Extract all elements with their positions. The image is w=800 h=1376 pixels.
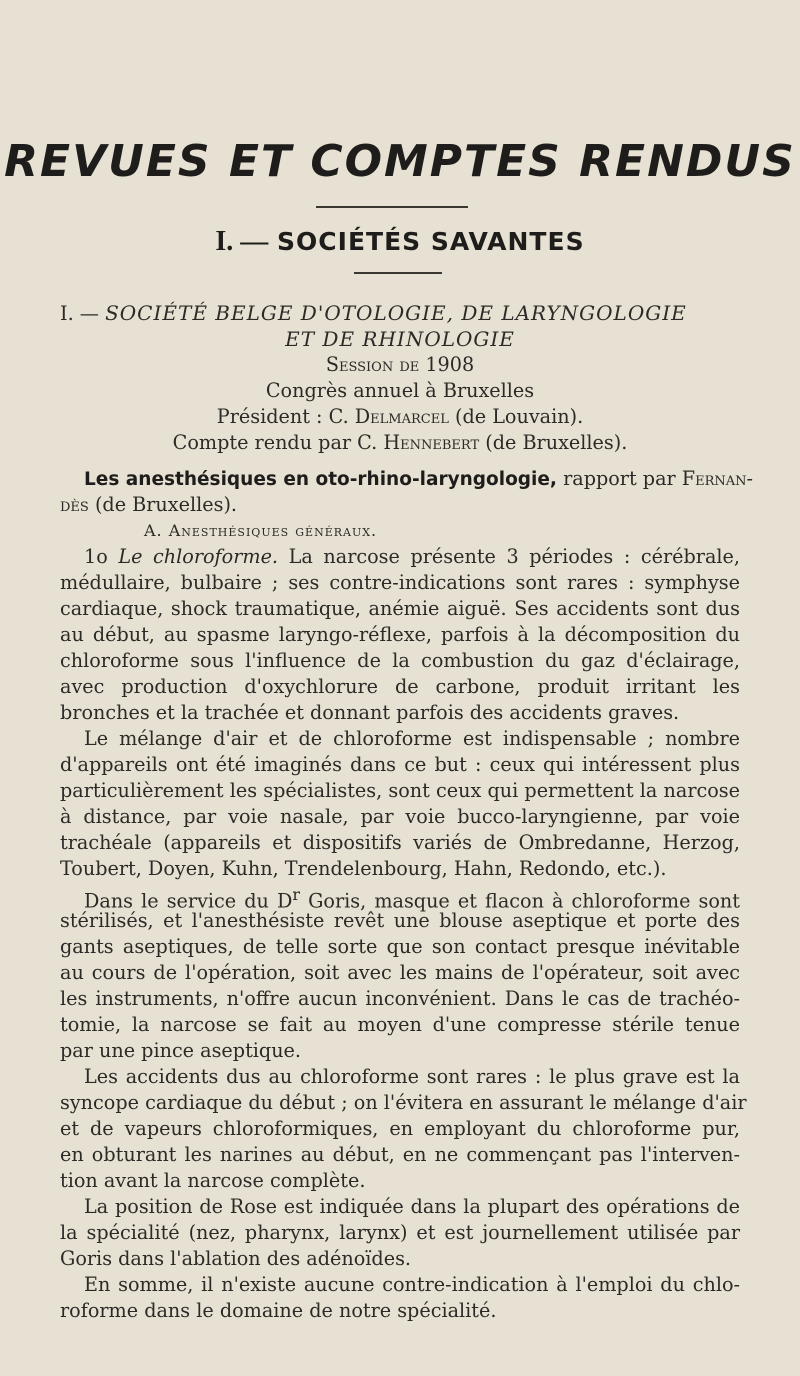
section-rule [354,272,442,274]
text-line: au cours de l'opération, soit avec les mains de l'opérateur, soit avec [60,961,740,984]
article-author-place: (de Bruxelles). [94,493,238,516]
subheading: A. Anesthésiques généraux. [144,521,378,540]
article-title-rest: rapport par [563,467,676,490]
president-suffix: (de Louvain). [454,405,584,428]
report-prefix: Compte rendu par C. [172,431,378,454]
article-title-line [84,466,754,493]
section-name: SOCIÉTÉS SAVANTES [277,227,585,256]
society-number: I. — [60,302,99,325]
president-name: Delmarcel [354,405,449,428]
paragraph-3-prefix: Dans le service du D [84,889,293,913]
main-title: REVUES ET COMPTES RENDUS [4,136,796,187]
paragraph-1-first-line [84,544,740,570]
text-line: tion avant la narcose complète. [60,1169,366,1192]
session-line: Session de 1908 [325,353,475,376]
text-line: stérilisés, et l'anesthésiste revêt une blouse aseptique et porte des [60,909,740,932]
text-line: Goris dans l'ablation des adénoïdes. [60,1247,412,1270]
paragraph-3-sup: r [292,885,300,904]
title-rule [316,206,468,208]
text-line: à distance, par voie nasale, par voie bucco-laryngienne, par voie [60,805,740,828]
text-line: en obturant les narines au début, en ne commençant pas l'interven- [60,1143,740,1166]
article-author-cont: dès [60,493,89,516]
article-author-line [60,492,740,518]
society-name-line2: ET DE RHINOLOGIE [285,327,515,351]
text-line: d'appareils ont été imaginés dans ce but : ceux qui intéressent plus [60,753,740,776]
text-line: les instruments, n'offre aucun inconvénient. Dans le cas de trachéo- [60,987,740,1010]
society-name: SOCIÉTÉ BELGE D'OTOLOGIE, DE LARYNGOLOGIE [105,301,687,325]
text-line: et de vapeurs chloroformiques, en employant du chloroforme pur, [60,1117,740,1140]
text-line: cardiaque, shock traumatique, anémie aiguë. Ses accidents sont dus [60,597,740,620]
president-line [40,404,760,430]
congress-line: Congrès annuel à Bruxelles [265,379,535,402]
text-line: bronches et la trachée et donnant parfois des accidents graves. [60,701,680,724]
text-line: avec production d'oxychlorure de carbone, produit irritant les [60,675,740,698]
article-author: Fernan- [681,467,754,490]
paragraph-4-first-line: Les accidents dus au chloroforme sont rares : le plus grave est la [84,1065,740,1088]
report-suffix: (de Bruxelles). [485,431,628,454]
paragraph-2-first-line: Le mélange d'air et de chloroforme est indispensable ; nombre [84,727,740,750]
paragraph-6-first-line: En somme, il n'existe aucune contre-indication à l'emploi du chlo- [84,1273,740,1296]
text-line: médullaire, bulbaire ; ses contre-indications sont rares : symphyse [60,571,740,594]
text-line: Toubert, Doyen, Kuhn, Trendelenbourg, Hahn, Redondo, etc.). [60,857,667,880]
report-line [40,430,760,456]
text-line: gants aseptiques, de telle sorte que son contact presque inévitable [60,935,740,958]
section-heading [0,226,800,258]
text-line: chloroforme sous l'influence de la combustion du gaz d'éclairage, [60,649,740,672]
article-title: Les anesthésiques en oto-rhino-laryngologie, [84,469,557,490]
text-line: syncope cardiaque du début ; on l'évitera en assurant le mélange d'air [60,1091,747,1114]
president-prefix: Président : C. [216,405,349,428]
paragraph-1-number: 1o [84,545,108,568]
section-number: I. — [215,226,269,257]
text-line: par une pince aseptique. [60,1039,302,1062]
text-line: roforme dans le domaine de notre spécialité. [60,1299,497,1322]
paragraph-1-text: La narcose présente 3 périodes : cérébrale, [288,545,741,568]
paragraph-3-text: Goris, masque et flacon à chloroforme sont [308,889,740,913]
society-name-line1 [60,300,740,327]
text-line: particulièrement les spécialistes, sont ceux qui permettent la narcose [60,779,740,802]
text-line: trachéale (appareils et dispositifs variés de Ombredanne, Herzog, [60,831,740,854]
text-line: la spécialité (nez, pharynx, larynx) et est journellement utilisée par [60,1221,740,1244]
report-name: Hennebert [383,431,480,454]
paragraph-1-topic: Le chloroforme. [118,545,279,568]
text-line: tomie, la narcose se fait au moyen d'une compresse stérile tenue [60,1013,740,1036]
paragraph-5-first-line: La position de Rose est indiquée dans la plupart des opérations de [84,1195,740,1218]
text-line: au début, au spasme laryngo-réflexe, parfois à la décomposition du [60,623,740,646]
